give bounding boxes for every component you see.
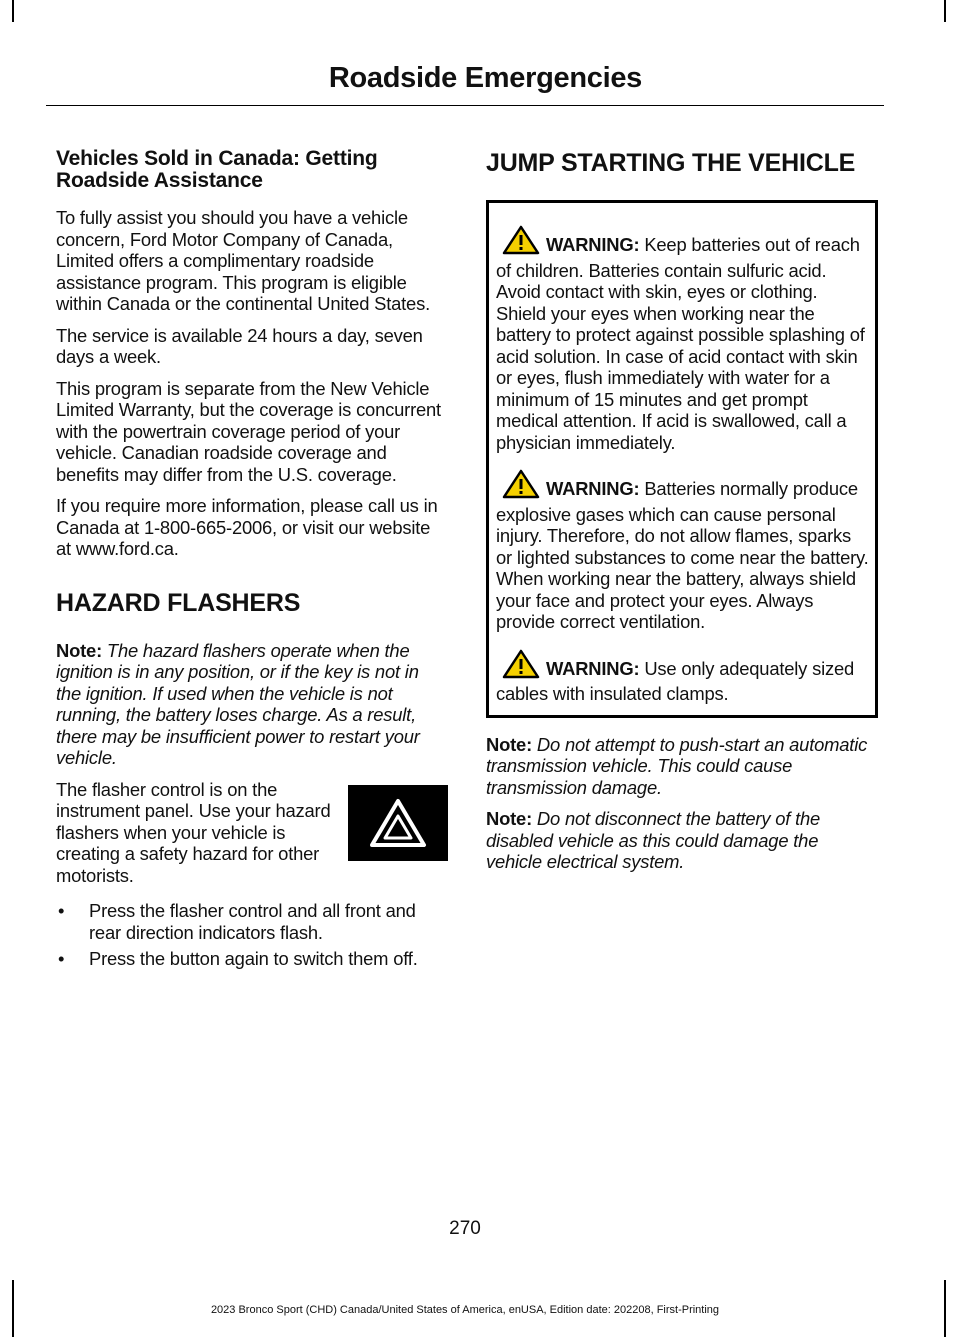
hazard-note (56, 640, 448, 769)
hazard-flashers-heading: HAZARD FLASHERS (56, 588, 301, 617)
warning-item (496, 649, 869, 705)
section-title: Roadside Emergencies (328, 62, 642, 94)
crop-mark-bottom-right (944, 1280, 946, 1337)
warning-label: WARNING: (546, 234, 640, 255)
jump-starting-heading: JUMP STARTING THE VEHICLE (486, 149, 856, 177)
note-label: Note: (486, 733, 532, 755)
warning-label: WARNING: (546, 478, 640, 499)
canada-paragraph-3: This program is separate from the New Vehicle Limited Warranty, but the coverage is concurrent with the powertrain coverage period of your vehicle. Canadian roadside coverage and benefits may differ from the U.S. coverage. (56, 377, 441, 485)
canada-paragraph-4: If you require more information, please call us in Canada at 1-800-665-2006, or visit our website at www.ford.ca. (56, 495, 438, 559)
note-text: Do not attempt to push-start an automatic transmission vehicle. This could cause transmission damage. (486, 733, 868, 798)
flasher-control-block (56, 779, 448, 887)
warning-text: Use only adequately sized cables with insulated clamps. (496, 657, 855, 704)
list-item (56, 948, 448, 970)
hazard-note-text: The hazard flashers operate when the ignition is in any position, or if the key is not in the ignition. If used when the vehicle is not running, the battery loses charge. As a result, there may be insufficient power to restart your vehicle. (56, 639, 420, 768)
flasher-bullet-list (56, 900, 448, 970)
hazard-warning-triangle-icon (348, 785, 448, 861)
warning-triangle-icon (502, 225, 540, 260)
header-rule (46, 105, 884, 106)
bullet-marker: • (58, 900, 65, 921)
crop-mark-top-left (12, 0, 14, 22)
warning-text: Keep batteries out of reach of children. Batteries contain sulfuric acid. Avoid contact with skin, eyes or clothing. Shield your eyes when working near the battery to protect against possible splashing of acid solution. In case of acid contact with skin or eyes, flush immediately with water for a minimum of 15 minutes and get prompt medical attention. If acid is swallowed, call a physician immediately. (496, 234, 865, 453)
bullet-marker: • (58, 948, 65, 969)
canada-paragraph-2: The service is available 24 hours a day, seven days a week. (56, 324, 423, 367)
warning-label: WARNING: (546, 657, 640, 679)
crop-mark-top-right (944, 0, 946, 22)
footer-edition-info: 2023 Bronco Sport (CHD) Canada/United States of America, enUSA, Edition date: 202208, First-Printing (210, 1304, 720, 1316)
hazard-note-label: Note: (56, 639, 102, 661)
bullet-text: Press the flasher control and all front and rear direction indicators flash. (89, 900, 416, 943)
warning-triangle-icon (502, 469, 540, 504)
warning-box (486, 200, 878, 718)
warning-text: Batteries normally produce explosive gases which can cause personal injury. Therefore, do not allow flames, sparks or lighted substances to come near the battery. When working near the battery, always shield your face and protect your eyes. Always provide correct ventilation. (496, 478, 869, 632)
canada-paragraph-1: To fully assist you should you have a vehicle concern, Ford Motor Company of Canada, Limited offers a complimentary roadside assistance program. This program is eligible within Canada or the continental United States. (56, 207, 430, 314)
jump-note (486, 734, 878, 799)
left-column (56, 148, 448, 975)
list-item (56, 900, 448, 943)
flasher-control-text: The flasher control is on the instrument panel. Use your hazard flashers when your vehicle is creating a safety hazard for other motorists. (56, 778, 331, 886)
jump-note (486, 808, 878, 873)
note-label: Note: (486, 808, 532, 829)
page-number: 270 (449, 1218, 481, 1239)
right-column (486, 148, 878, 873)
warning-triangle-icon (502, 649, 540, 684)
crop-mark-bottom-left (12, 1280, 14, 1337)
warning-item (496, 225, 869, 453)
bullet-text: Press the button again to switch them off. (89, 948, 418, 969)
canada-assistance-heading: Vehicles Sold in Canada: Getting Roadside Assistance (56, 147, 378, 192)
note-text: Do not disconnect the battery of the disabled vehicle as this could damage the vehicle electrical system. (486, 808, 821, 872)
warning-item (496, 469, 869, 633)
